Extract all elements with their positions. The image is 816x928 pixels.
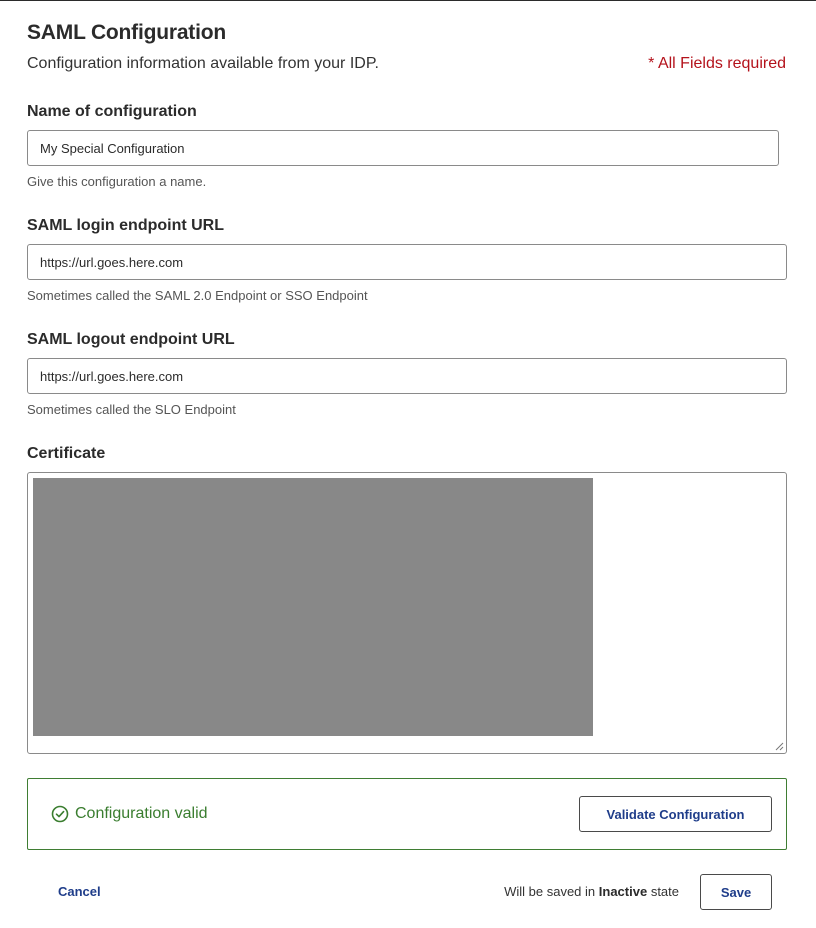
resize-handle-icon[interactable] — [775, 742, 784, 751]
name-field-label: Name of configuration — [27, 103, 197, 120]
top-divider — [0, 0, 816, 1]
save-note-prefix: Will be saved in — [504, 884, 596, 899]
login-url-label: SAML login endpoint URL — [27, 217, 225, 234]
certificate-textarea[interactable] — [27, 472, 787, 754]
required-fields-note: * All Fields required — [648, 55, 786, 72]
certificate-label: Certificate — [27, 445, 106, 462]
name-help-text: Give this configuration a name. — [27, 174, 207, 189]
page-subtitle: Configuration information available from your IDP. — [27, 55, 379, 72]
page-title: SAML Configuration — [27, 21, 226, 44]
name-input[interactable] — [27, 130, 779, 166]
save-button[interactable]: Save — [700, 874, 772, 910]
logout-url-label: SAML logout endpoint URL — [27, 331, 235, 348]
save-note-state: Inactive — [598, 884, 648, 899]
login-url-input[interactable] — [27, 244, 787, 280]
save-note-suffix: state — [650, 884, 679, 899]
validation-status-text: Configuration valid — [75, 805, 208, 822]
save-state-note — [504, 884, 679, 899]
validate-configuration-button[interactable]: Validate Configuration — [579, 796, 772, 832]
logout-url-help-text: Sometimes called the SLO Endpoint — [27, 402, 236, 417]
validation-panel — [27, 778, 787, 850]
login-url-help-text: Sometimes called the SAML 2.0 Endpoint or SSO Endpoint — [27, 288, 368, 303]
certificate-redacted-content — [33, 478, 593, 736]
check-circle-icon — [51, 805, 69, 823]
logout-url-input[interactable] — [27, 358, 787, 394]
cancel-link[interactable]: Cancel — [58, 884, 101, 899]
